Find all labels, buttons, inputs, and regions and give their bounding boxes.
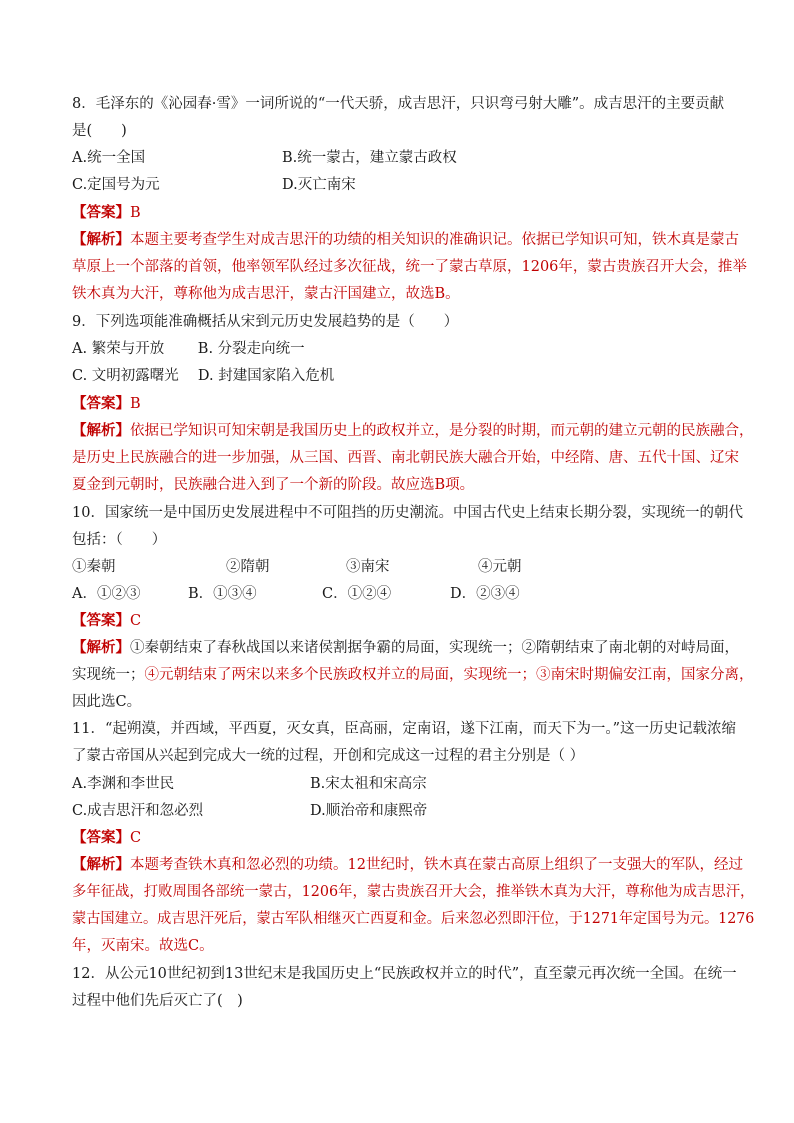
q11-option-c: C.成吉思汗和忽必烈	[72, 803, 204, 819]
q11-analysis-line2: 多年征战，打败周围各部统一蒙古，1206年，蒙古贵族召开大会，推举铁木真为大汗，尊称他为成吉思汗，	[72, 884, 755, 900]
q9-options-ab: A. 繁荣与开放 B. 分裂走向统一	[72, 341, 305, 357]
q8-option-c: C.定国号为元	[72, 177, 160, 193]
q11-option-d: D.顺治帝和康熙帝	[310, 803, 428, 819]
q8-analysis-line2: 草原上一个部落的首领，他率领军队经过多次征战，统一了蒙古草原，1206年，蒙古贵族召开大会，推举	[72, 259, 747, 275]
q11-stem-line1: 11．“起朔漠，并西域，平西夏，灭女真，臣高丽，定南诏，遂下江南，而天下为一。”这一历史记载浓缩	[72, 721, 737, 737]
q11-analysis-line1	[72, 855, 743, 875]
q9-analysis-tag: 【解析】	[72, 422, 130, 439]
q10-stem-line2: 包括：（ ）	[72, 532, 167, 548]
q10-item-3: ③南宋	[346, 559, 390, 575]
q11-option-b: B.宋太祖和宋高宗	[310, 776, 427, 792]
q9-analysis-line1	[72, 421, 754, 441]
q10-answer	[72, 611, 141, 631]
q10-analysis-text1: ①秦朝结束了春秋战国以来诸侯割据争霸的局面，实现统一；②隋朝结束了南北朝的对峙局面，	[130, 640, 739, 656]
q10-item-2: ②隋朝	[226, 559, 270, 575]
q12-stem-line1: 12．从公元10世纪初到13世纪末是我国历史上“民族政权并立的时代”，直至蒙元再次统一全国。在统一	[72, 966, 737, 982]
q11-stem-line2: 了蒙古帝国从兴起到完成大一统的过程，开创和完成这一过程的君主分别是（ ）	[72, 748, 585, 764]
q8-stem-line2: 是( )	[72, 123, 127, 139]
q10-analysis-line1	[72, 638, 739, 658]
q11-answer-tag: 【答案】	[72, 829, 130, 846]
q8-option-a: A.统一全国	[72, 150, 146, 166]
q8-analysis-tag: 【解析】	[72, 231, 130, 248]
q9-analysis-text1: 依据已学知识可知宋朝是我国历史上的政权并立，是分裂的时期，而元朝的建立元朝的民族融合，	[130, 423, 754, 439]
q9-answer-tag: 【答案】	[72, 395, 130, 412]
q8-answer-tag: 【答案】	[72, 204, 130, 221]
q10-answer-value: C	[130, 613, 142, 629]
q10-answer-tag: 【答案】	[72, 612, 130, 629]
q10-option-d: D．②③④	[450, 586, 520, 602]
q10-analysis-line3: 因此选C。	[72, 694, 142, 710]
q8-answer-value: B	[130, 205, 141, 221]
q10-analysis-line2	[72, 665, 754, 685]
q10-option-b: B．①③④	[188, 586, 257, 602]
q10-item-1: ①秦朝	[72, 559, 116, 575]
q8-option-d: D.灭亡南宋	[282, 177, 356, 193]
q10-option-a: A．①②③	[72, 586, 141, 602]
q9-analysis-line3: 夏金到元朝时，民族融合进入到了一个新的阶段。故应选B项。	[72, 477, 475, 493]
q11-answer-value: C	[130, 830, 142, 846]
q9-analysis-line2: 是历史上民族融合的进一步加强，从三国、西晋、南北朝民族大融合开始，中经隋、唐、五代十国、辽宋	[72, 450, 739, 466]
q12-stem-line2: 过程中他们先后灭亡了( )	[72, 993, 243, 1009]
q10-item-4: ④元朝	[478, 559, 522, 575]
q11-analysis-text1: 本题考查铁木真和忽必烈的功绩。12世纪时，铁木真在蒙古高原上组织了一支强大的军队，经过	[130, 857, 743, 873]
q10-option-c: C．①②④	[322, 586, 392, 602]
q9-options-cd: C. 文明初露曙光 D. 封建国家陷入危机	[72, 368, 335, 384]
q10-stem-line1: 10．国家统一是中国历史发展进程中不可阻挡的历史潮流。中国古代史上结束长期分裂，实现统一的朝代	[72, 505, 743, 521]
q11-option-a: A.李渊和李世民	[72, 776, 175, 792]
q11-analysis-line4: 年，灭南宋。故选C。	[72, 938, 214, 954]
q8-answer	[72, 203, 141, 223]
q10-analysis-text2a: 实现统一；	[72, 667, 145, 683]
q8-stem-line1: 8．毛泽东的《沁园春·雪》一词所说的“一代天骄，成吉思汗，只识弯弓射大雕”。成吉思汗的主要贡献	[72, 96, 725, 112]
q8-option-b: B.统一蒙古，建立蒙古政权	[282, 150, 457, 166]
q9-answer	[72, 394, 141, 414]
q11-answer	[72, 828, 141, 848]
q11-analysis-tag: 【解析】	[72, 856, 130, 873]
q9-answer-value: B	[130, 396, 141, 412]
q8-analysis-text1: 本题主要考查学生对成吉思汗的功绩的相关知识的准确识记。依据已学知识可知，铁木真是蒙古	[130, 232, 739, 248]
q10-analysis-tag: 【解析】	[72, 639, 130, 656]
q9-stem: 9．下列选项能准确概括从宋到元历史发展趋势的是（ ）	[72, 314, 459, 330]
q10-analysis-text2b: ④元朝结束了两宋以来多个民族政权并立的局面，实现统一；③南宋时期偏安江南，国家分离，	[144, 667, 754, 683]
q8-analysis-line3: 铁木真为大汗，尊称他为成吉思汗，蒙古汗国建立，故选B。	[72, 286, 460, 302]
q8-analysis-line1	[72, 230, 739, 250]
q11-analysis-line3: 蒙古国建立。成吉思汗死后，蒙古军队相继灭亡西夏和金。后来忽必烈即汗位，于1271年定国号为元。1276	[72, 911, 755, 927]
